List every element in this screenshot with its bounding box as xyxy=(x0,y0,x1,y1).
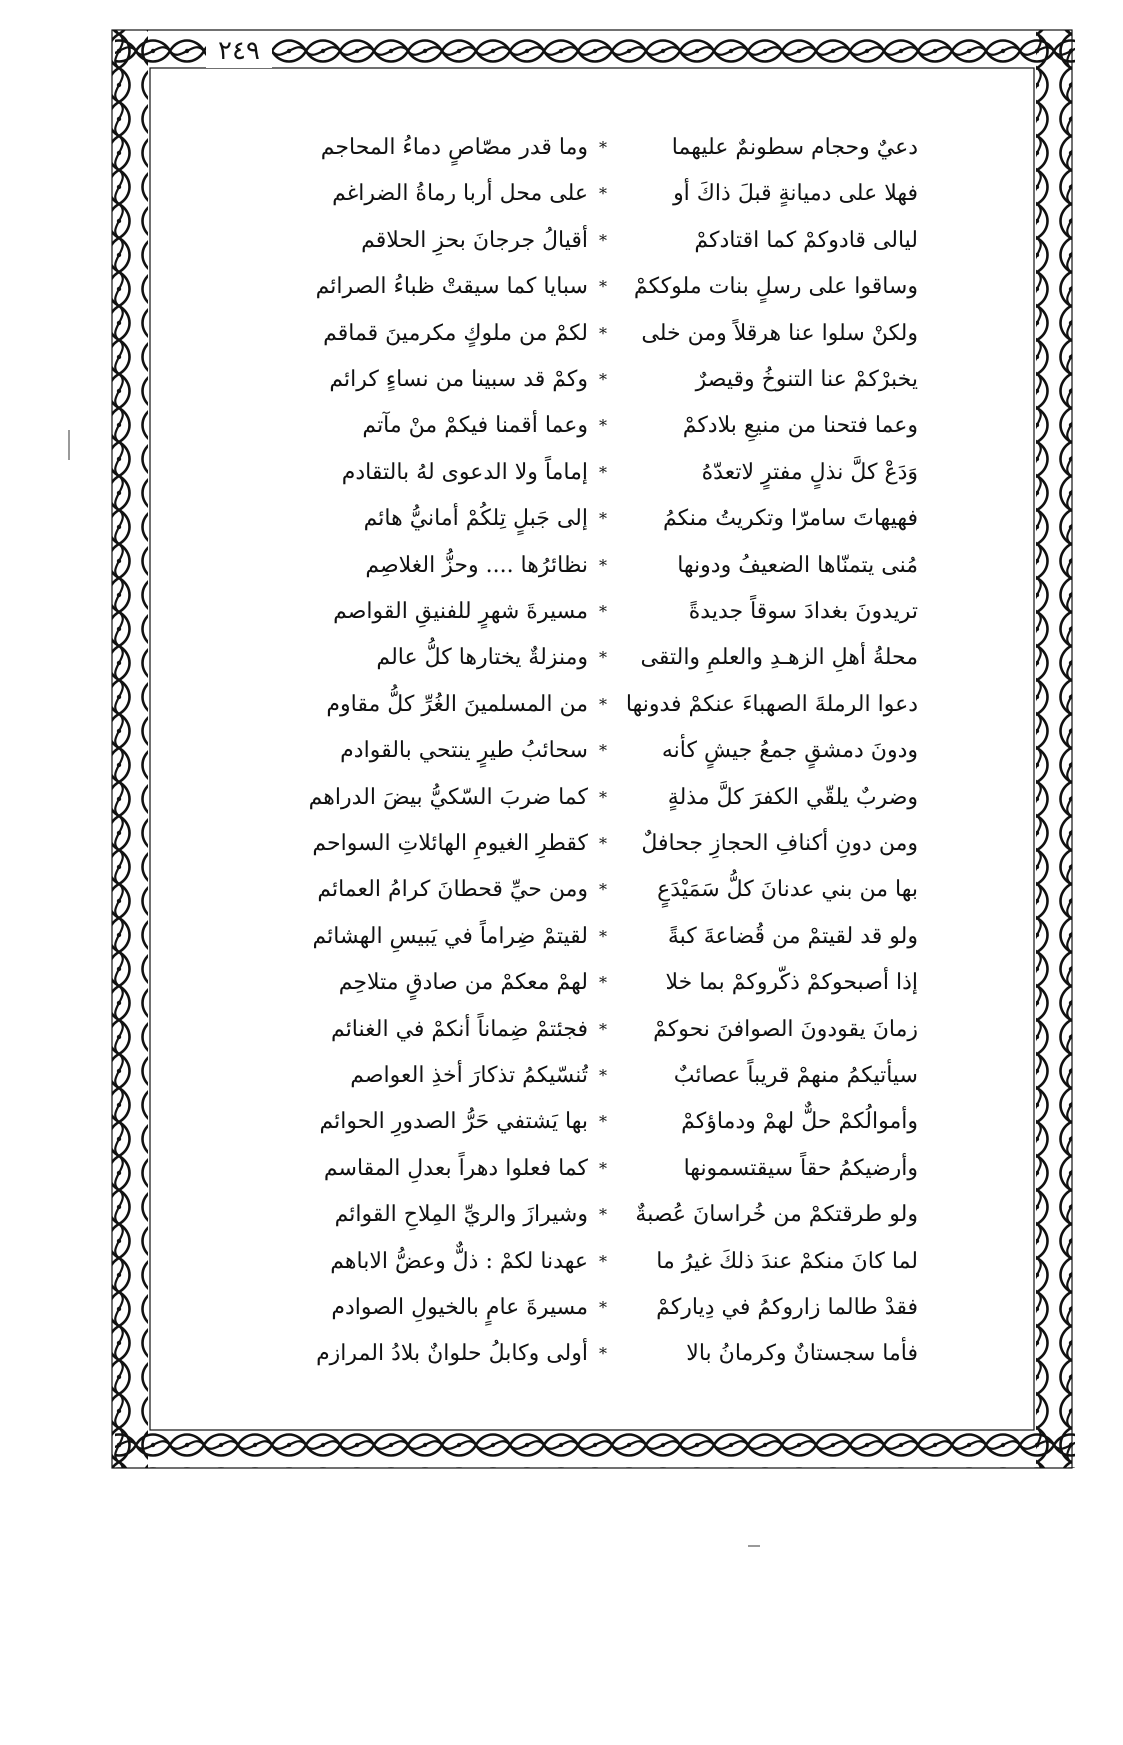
hemistich-separator: * xyxy=(599,509,607,529)
verse-first-hemistich: مُنى يتمنّاها الضعيفُ ودونها xyxy=(677,552,918,578)
verse-second-hemistich: وما قدر مصّاصٍ دماءُ المحاجم xyxy=(320,135,588,160)
verse-line xyxy=(278,867,918,913)
hemistich-separator: * xyxy=(599,1298,607,1317)
verse-line xyxy=(278,403,918,449)
verse-line xyxy=(278,1146,918,1192)
verse-first-hemistich: يخبرْكمْ عنا التنوخُ وقيصرٌ xyxy=(695,367,918,392)
verse-second-hemistich: وعما أقمنا فيكمْ منْ مآتم xyxy=(362,413,588,439)
verse-second-hemistich: لهمْ معكمْ من صادقٍ متلاحِم xyxy=(338,970,588,996)
verse-line xyxy=(278,682,918,728)
verse-second-hemistich: وشيرازَ والريِّ المِلاحِ القوائم xyxy=(334,1202,588,1228)
hemistich-separator: * xyxy=(599,184,607,204)
verse-first-hemistich: دعيٌ وحجام سطونمٌ عليهما xyxy=(671,135,918,160)
verse-second-hemistich: تُنسّيكمُ تذكارَ أخذِ العواصم xyxy=(350,1063,588,1088)
verse-second-hemistich: بها يَشتفي حَرُّ الصدورِ الحوائم xyxy=(319,1109,588,1135)
verse-second-hemistich: كما فعلوا دهراً بعدلِ المقاسم xyxy=(323,1155,588,1181)
verse-second-hemistich: وكمْ قد سبينا من نساءٍ كرائم xyxy=(329,367,588,392)
hemistich-separator: * xyxy=(599,416,607,436)
verse-first-hemistich: سيأتيكمُ منهمْ قريباً عصائبٌ xyxy=(673,1063,918,1088)
verse-line xyxy=(278,914,918,960)
page-number: ٢٤٩ xyxy=(206,34,272,68)
hemistich-separator: * xyxy=(599,602,607,621)
verse-line xyxy=(278,1099,918,1145)
poem-body xyxy=(278,125,918,1745)
hemistich-separator: * xyxy=(599,880,607,900)
hemistich-separator: * xyxy=(599,741,607,761)
verse-line xyxy=(278,589,918,635)
verse-first-hemistich: ليالى قادوكمْ كما اقتادكمْ xyxy=(694,227,918,253)
verse-line xyxy=(278,1007,918,1053)
verse-second-hemistich: لقيتمْ ضِراماً في يَبيسِ الهشائم xyxy=(312,923,588,949)
hemistich-separator: * xyxy=(599,787,607,807)
verse-first-hemistich: ولكنْ سلوا عنا هرقلاً ومن خلى xyxy=(641,320,918,346)
verse-line xyxy=(278,450,918,496)
verse-first-hemistich: فأما سجستانٌ وكرمانُ بالا xyxy=(686,1341,918,1367)
verse-line xyxy=(278,1053,918,1099)
verse-first-hemistich: فقدْ طالما زاروكمُ في دِياركمْ xyxy=(656,1295,918,1320)
hemistich-separator: * xyxy=(599,230,607,250)
hemistich-separator: * xyxy=(599,973,607,993)
verse-first-hemistich: وأرضيكمُ حقاً سيقتسمونها xyxy=(683,1155,918,1181)
verse-second-hemistich: أقيالُ جرجانَ بحزِ الحلاقم xyxy=(361,227,588,253)
verse-second-hemistich: على محل أربا رماةُ الضراغم xyxy=(332,181,588,207)
hemistich-separator: * xyxy=(599,370,607,389)
verse-first-hemistich: وعما فتحنا من منيعِ بلادكمْ xyxy=(682,413,918,439)
verse-first-hemistich: ومن دونِ أكنافِ الحجازِ جحافلٌ xyxy=(641,831,918,856)
hemistich-separator: * xyxy=(599,323,607,343)
verse-first-hemistich: وأموالُكمْ حلٌّ لهمْ ودماؤكمْ xyxy=(681,1109,918,1135)
verse-line xyxy=(278,125,918,171)
hemistich-separator: * xyxy=(599,834,607,853)
verse-line xyxy=(278,635,918,681)
verse-line xyxy=(278,1192,918,1238)
verse-line xyxy=(278,171,918,217)
verse-first-hemistich: محلةُ أهلِ الزهـدِ والعلمِ والتقى xyxy=(640,645,918,671)
hemistich-separator: * xyxy=(599,926,607,946)
hemistich-separator: * xyxy=(599,1019,607,1039)
verse-first-hemistich: وساقوا على رسلٍ بنات ملوككمْ xyxy=(633,274,918,300)
verse-line xyxy=(278,218,918,264)
verse-first-hemistich: فهيهاتَ سامرّا وتكريتُ منكمُ xyxy=(663,506,918,532)
verse-first-hemistich: ولو قد لقيتمْ من قُضاعةَ كبةً xyxy=(667,923,918,949)
verse-second-hemistich: عهدنا لكمْ : ذلٌّ وعضُّ الاباهم xyxy=(330,1248,588,1274)
verse-first-hemistich: فهلا على دميانةٍ قبلَ ذاكَ أو xyxy=(673,181,918,207)
verse-first-hemistich: لما كانَ منكمْ عندَ ذلكَ غيرُ ما xyxy=(656,1248,918,1274)
verse-line xyxy=(278,960,918,1006)
hemistich-separator: * xyxy=(599,1112,607,1132)
verse-second-hemistich: مسيرةَ شهرٍ للفنيقِ القواصم xyxy=(333,599,588,624)
verse-first-hemistich: بها من بني عدنانَ كلُّ سَمَيْدَعٍ xyxy=(657,877,918,903)
hemistich-separator: * xyxy=(599,1251,607,1271)
verse-second-hemistich: من المسلمينَ الغُرِّ كلُّ مقاوم xyxy=(326,691,588,717)
verse-second-hemistich: كقطرِ الغيومِ الهائلاتِ السواحم xyxy=(312,831,588,856)
hemistich-separator: * xyxy=(599,694,607,714)
verse-first-hemistich: ودونَ دمشقٍ جمعُ جيشٍ كأنه xyxy=(661,738,918,764)
hemistich-separator: * xyxy=(599,555,607,575)
verse-second-hemistich: لكمْ من ملوكٍ مكرمينَ قماقم xyxy=(323,320,588,346)
verse-first-hemistich: إذا أصبحوكمْ ذكّروكمْ بما خلا xyxy=(665,970,918,996)
verse-first-hemistich: ولو طرقتكمْ من خُراسانَ عُصبةٌ xyxy=(635,1202,918,1228)
verse-second-hemistich: إماماً ولا الدعوى لهُ بالتقادم xyxy=(341,459,588,485)
verse-first-hemistich: زمانَ يقودونَ الصوافنَ نحوكمْ xyxy=(653,1016,918,1042)
verse-line xyxy=(278,728,918,774)
hemistich-separator: * xyxy=(599,1205,607,1225)
hemistich-separator: * xyxy=(599,1344,607,1364)
verse-line xyxy=(278,1239,918,1285)
hemistich-separator: * xyxy=(599,648,607,668)
verse-second-hemistich: ومنزلةٌ يختارها كلُّ عالم xyxy=(376,645,588,671)
verse-second-hemistich: سحائبُ طيرٍ ينتحي بالقوادم xyxy=(340,738,588,764)
verse-line xyxy=(278,543,918,589)
verse-second-hemistich: إلى جَبلٍ تِلكُمْ أمانيُّ هائم xyxy=(363,506,588,532)
verse-first-hemistich: وضربٌ يلقّي الكفرَ كلَّ مذلةٍ xyxy=(667,784,918,810)
hemistich-separator: * xyxy=(599,1158,607,1178)
verse-first-hemistich: دعوا الرملةَ الصهباءَ عنكمْ فدونها xyxy=(625,691,918,717)
verse-line xyxy=(278,496,918,542)
verse-line xyxy=(278,357,918,403)
hemistich-separator: * xyxy=(599,277,607,297)
hemistich-separator: * xyxy=(599,462,607,482)
verse-second-hemistich: كما ضربَ السّكيُّ بيضَ الدراهم xyxy=(308,784,588,810)
verse-second-hemistich: نظائرُها .... وحزُّ الغلاصِم xyxy=(365,552,588,578)
scan-mark-left xyxy=(68,430,70,460)
verse-second-hemistich: سبايا كما سيقتْ ظباءُ الصرائم xyxy=(315,274,588,300)
verse-first-hemistich: وَدَعْ كلَّ نذلٍ مفترٍ لاتعدّهُ xyxy=(701,459,918,485)
hemistich-separator: * xyxy=(599,138,607,157)
verse-second-hemistich: مسيرةَ عامٍ بالخيولِ الصوادم xyxy=(331,1295,588,1320)
hemistich-separator: * xyxy=(599,1066,607,1085)
verse-second-hemistich: فجئتمْ ضِماناً أنكمْ في الغنائم xyxy=(331,1016,588,1042)
verse-first-hemistich: تريدونَ بغدادَ سوقاً جديدةً xyxy=(688,599,918,624)
verse-line xyxy=(278,1285,918,1331)
verse-line xyxy=(278,264,918,310)
verse-line xyxy=(278,821,918,867)
verse-line xyxy=(278,311,918,357)
verse-second-hemistich: أولى وكابلُ حلوانٌ بلادُ المرازم xyxy=(316,1341,588,1367)
verse-line xyxy=(278,1331,918,1377)
verse-line xyxy=(278,775,918,821)
verse-second-hemistich: ومن حيِّ قحطانَ كرامُ العمائم xyxy=(317,877,588,903)
